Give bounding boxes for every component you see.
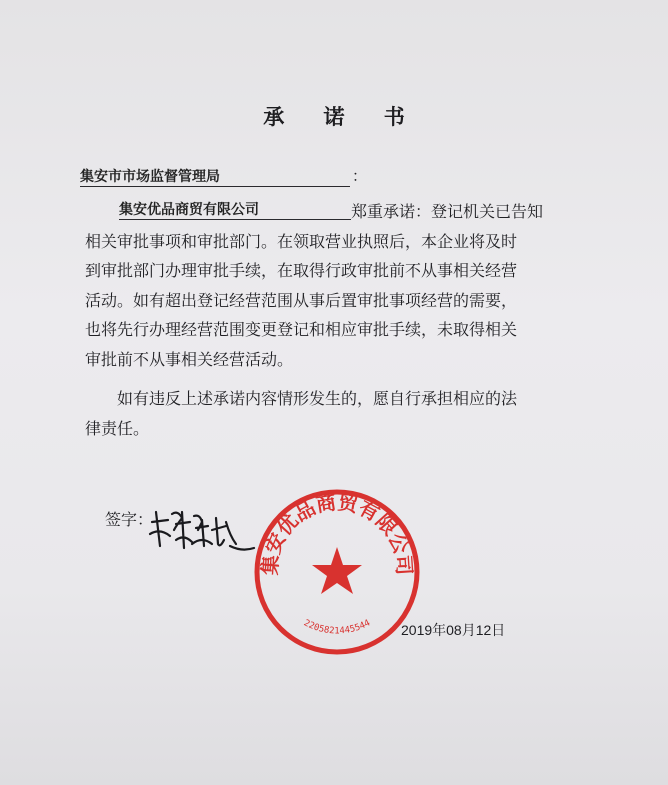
addressee-colon: ： [352, 167, 368, 185]
paragraph-2-line: 律责任。 [85, 418, 150, 438]
star-icon [312, 547, 362, 594]
paragraph-1-first-line [85, 197, 585, 227]
handwritten-signature [146, 500, 256, 560]
addressee: 集安市市场监督管理局 [80, 166, 350, 187]
paragraph-1-line: 相关审批事项和审批部门。在领取营业执照后，本企业将及时 [85, 231, 518, 251]
paragraph-2-line: 如有违反上述承诺内容情形发生的，愿自行承担相应的法 [117, 389, 518, 408]
signature-label: 签字： [105, 510, 154, 529]
paragraph-1-line: 活动。如有超出登记经营范围从事后置审批事项经营的需要， [85, 290, 518, 310]
paragraph-1-start: 郑重承诺：登记机关已告知 [351, 202, 544, 221]
paragraph-1-line: 也将先行办理经营范围变更登记和相应审批手续，未取得相关 [85, 320, 518, 339]
paragraph-1-line: 审批前不从事相关经营活动。 [85, 349, 294, 369]
company-seal [252, 487, 422, 657]
letter-body [85, 197, 585, 443]
paragraph-1-line: 到审批部门办理审批手续，在取得行政审批前不从事相关经营 [85, 261, 518, 280]
seal-code-text: 2205821445544 [301, 618, 373, 637]
signing-date: 2019年08月12日 [401, 622, 506, 638]
seal-company-text: 集安优品商贸有限公司 [257, 489, 417, 576]
company-name: 集安优品商贸有限公司 [119, 199, 351, 220]
document-title: 承 诺 书 [263, 104, 421, 129]
